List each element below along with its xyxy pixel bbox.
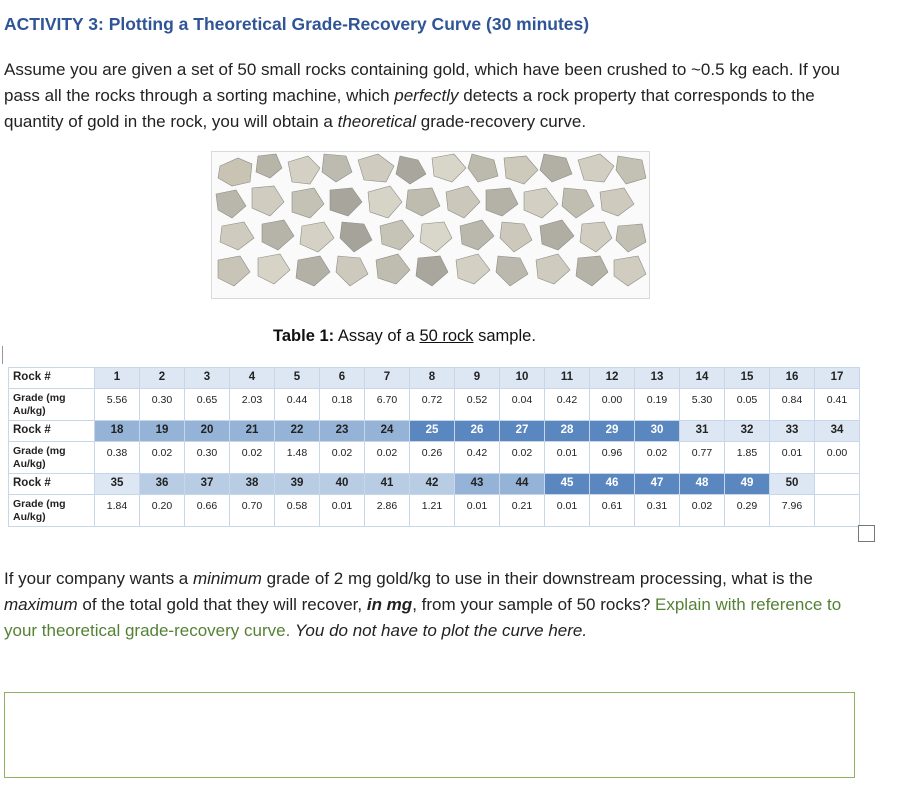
rock-number-cell: 16 (770, 368, 815, 389)
rock-number-cell: 17 (815, 368, 860, 389)
rock-number-cell: 32 (725, 421, 770, 442)
grade-cell: 0.44 (275, 389, 320, 421)
question-text-1: If your company wants a (4, 569, 193, 588)
grade-cell: 0.26 (410, 442, 455, 474)
question-text-4: , from your sample of 50 rocks? (412, 595, 656, 614)
rock-number-cell: 39 (275, 474, 320, 495)
question-paragraph (4, 566, 844, 644)
grade-cell: 0.72 (410, 389, 455, 421)
grade-cell: 0.02 (500, 442, 545, 474)
grade-cell (815, 495, 860, 527)
grade-cell: 7.96 (770, 495, 815, 527)
rock-number-cell: 2 (140, 368, 185, 389)
grade-cell: 1.48 (275, 442, 320, 474)
caption-label: Table 1: (273, 327, 335, 345)
grade-cell: 0.38 (95, 442, 140, 474)
grade-cell: 0.42 (545, 389, 590, 421)
grade-cell: 0.52 (455, 389, 500, 421)
rock-number-cell: 37 (185, 474, 230, 495)
rock-number-cell: 23 (320, 421, 365, 442)
grade-cell: 0.04 (500, 389, 545, 421)
rock-number-cell: 14 (680, 368, 725, 389)
question-emphasis-maximum: maximum (4, 595, 78, 614)
rock-number-cell: 25 (410, 421, 455, 442)
caption-text: Assay of a (334, 327, 420, 345)
grade-cell: 0.00 (815, 442, 860, 474)
rocks-image (212, 152, 650, 299)
rock-number-cell: 7 (365, 368, 410, 389)
rock-number-cell: 19 (140, 421, 185, 442)
intro-emphasis-theoretical: theoretical (337, 112, 417, 131)
grade-cell: 0.96 (590, 442, 635, 474)
rock-number-cell: 43 (455, 474, 500, 495)
rock-number-cell (815, 474, 860, 495)
grade-cell: 0.02 (365, 442, 410, 474)
grade-label: Grade (mg Au/kg) (9, 495, 95, 527)
rock-number-cell: 49 (725, 474, 770, 495)
rock-number-cell: 18 (95, 421, 140, 442)
grade-cell: 0.01 (545, 495, 590, 527)
rock-number-cell: 50 (770, 474, 815, 495)
rock-number-cell: 33 (770, 421, 815, 442)
intro-text-1: Assume you are given a set of 50 small rocks containing gold, which have been crushed to ~0.5 kg each. If you pass all the rocks through a sorting machine, which (4, 60, 840, 105)
intro-paragraph (4, 57, 864, 135)
grade-cell: 0.19 (635, 389, 680, 421)
rock-number-cell: 20 (185, 421, 230, 442)
question-text-3: of the total gold that they will recover, (77, 595, 367, 614)
question-emphasis-no-plot: You do not have to plot the curve here. (295, 621, 588, 640)
rock-number-cell: 21 (230, 421, 275, 442)
grade-cell: 0.58 (275, 495, 320, 527)
grade-cell: 0.02 (140, 442, 185, 474)
rock-number-cell: 38 (230, 474, 275, 495)
rock-number-cell: 31 (680, 421, 725, 442)
grade-row (9, 442, 860, 474)
grade-row (9, 389, 860, 421)
rock-number-row (9, 474, 860, 495)
grade-cell: 0.30 (185, 442, 230, 474)
rock-number-cell: 46 (590, 474, 635, 495)
grade-cell: 0.01 (320, 495, 365, 527)
rock-number-cell: 9 (455, 368, 500, 389)
caption-text-end: sample. (473, 327, 536, 345)
grade-cell: 0.41 (815, 389, 860, 421)
caption-link[interactable]: 50 rock (419, 327, 474, 345)
grade-cell: 0.01 (455, 495, 500, 527)
grade-cell: 0.02 (230, 442, 275, 474)
grade-cell: 0.02 (320, 442, 365, 474)
grade-cell: 1.21 (410, 495, 455, 527)
rock-number-cell: 34 (815, 421, 860, 442)
grade-cell: 0.02 (680, 495, 725, 527)
rock-number-cell: 6 (320, 368, 365, 389)
grade-cell: 5.56 (95, 389, 140, 421)
grade-cell: 1.85 (725, 442, 770, 474)
rock-number-cell: 26 (455, 421, 500, 442)
grade-row (9, 495, 860, 527)
checkbox[interactable] (858, 525, 875, 542)
grade-cell: 0.29 (725, 495, 770, 527)
rock-number-cell: 35 (95, 474, 140, 495)
assay-table (8, 367, 860, 527)
rock-number-cell: 48 (680, 474, 725, 495)
rock-label: Rock # (9, 368, 95, 389)
grade-cell: 0.30 (140, 389, 185, 421)
answer-box[interactable] (4, 692, 855, 778)
rock-number-cell: 41 (365, 474, 410, 495)
rock-number-cell: 15 (725, 368, 770, 389)
grade-cell: 0.42 (455, 442, 500, 474)
rock-number-cell: 13 (635, 368, 680, 389)
grade-cell: 6.70 (365, 389, 410, 421)
rock-number-cell: 22 (275, 421, 320, 442)
rock-number-cell: 1 (95, 368, 140, 389)
rock-number-cell: 27 (500, 421, 545, 442)
rock-number-cell: 36 (140, 474, 185, 495)
grade-cell: 5.30 (680, 389, 725, 421)
grade-cell: 0.00 (590, 389, 635, 421)
grade-cell: 0.65 (185, 389, 230, 421)
grade-cell: 0.21 (500, 495, 545, 527)
rock-number-cell: 45 (545, 474, 590, 495)
rock-number-row (9, 368, 860, 389)
rock-number-cell: 12 (590, 368, 635, 389)
rock-number-cell: 5 (275, 368, 320, 389)
grade-cell: 1.84 (95, 495, 140, 527)
grade-cell: 2.03 (230, 389, 275, 421)
grade-cell: 0.66 (185, 495, 230, 527)
crushed-rocks-photo (211, 151, 650, 299)
rock-label: Rock # (9, 421, 95, 442)
grade-cell: 0.18 (320, 389, 365, 421)
grade-cell: 0.84 (770, 389, 815, 421)
grade-cell: 0.20 (140, 495, 185, 527)
activity-heading: ACTIVITY 3: Plotting a Theoretical Grade-Recovery Curve (30 minutes) (4, 14, 590, 34)
grade-cell: 0.31 (635, 495, 680, 527)
intro-text-3: grade-recovery curve. (416, 112, 587, 131)
table-caption (273, 327, 536, 346)
margin-marker (2, 346, 3, 364)
intro-emphasis-perfectly: perfectly (394, 86, 459, 105)
grade-label: Grade (mg Au/kg) (9, 389, 95, 421)
rock-number-row (9, 421, 860, 442)
rock-number-cell: 3 (185, 368, 230, 389)
grade-cell: 0.77 (680, 442, 725, 474)
question-emphasis-minimum: minimum (192, 569, 262, 588)
question-emphasis-in-mg: in mg (366, 595, 413, 614)
question-explain-green: Explain with reference to your theoretical grade-recovery curve. (4, 595, 842, 640)
grade-label: Grade (mg Au/kg) (9, 442, 95, 474)
grade-cell: 0.70 (230, 495, 275, 527)
rock-number-cell: 30 (635, 421, 680, 442)
rock-number-cell: 10 (500, 368, 545, 389)
rock-number-cell: 4 (230, 368, 275, 389)
rock-number-cell: 11 (545, 368, 590, 389)
grade-cell: 2.86 (365, 495, 410, 527)
question-text-2: grade of 2 mg gold/kg to use in their downstream processing, what is the (261, 569, 813, 588)
grade-cell: 0.61 (590, 495, 635, 527)
rock-number-cell: 40 (320, 474, 365, 495)
rock-number-cell: 28 (545, 421, 590, 442)
grade-cell: 0.01 (545, 442, 590, 474)
rock-number-cell: 42 (410, 474, 455, 495)
rock-number-cell: 8 (410, 368, 455, 389)
rock-number-cell: 44 (500, 474, 545, 495)
intro-text-2: detects a rock property that corresponds to the quantity of gold in the rock, you will obtain a (4, 86, 815, 131)
rock-label: Rock # (9, 474, 95, 495)
grade-cell: 0.01 (770, 442, 815, 474)
rock-number-cell: 47 (635, 474, 680, 495)
rock-number-cell: 29 (590, 421, 635, 442)
rock-number-cell: 24 (365, 421, 410, 442)
grade-cell: 0.02 (635, 442, 680, 474)
grade-cell: 0.05 (725, 389, 770, 421)
